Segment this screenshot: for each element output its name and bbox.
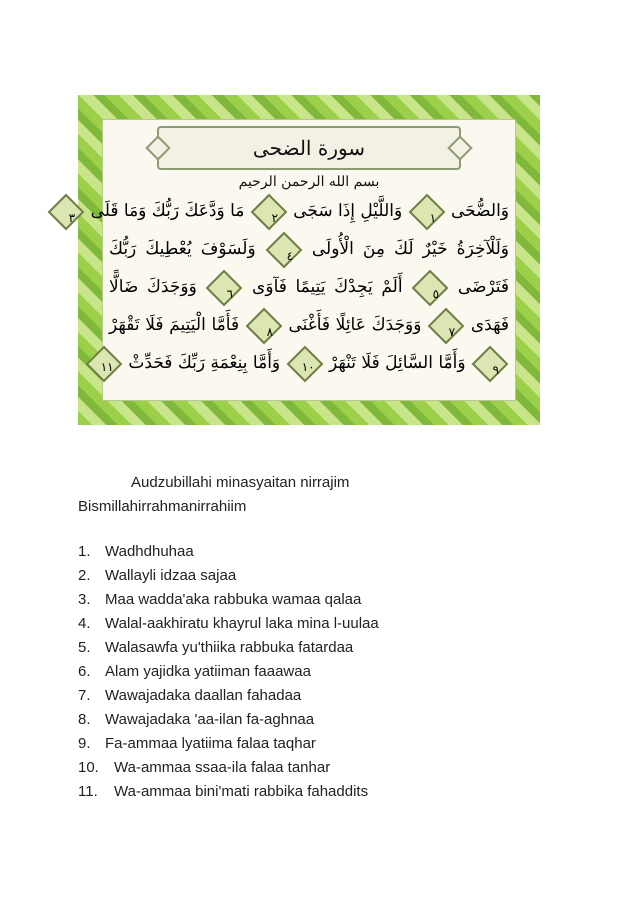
ayah-marker: ٣ bbox=[48, 193, 85, 230]
verse-number: 3. bbox=[78, 591, 91, 608]
list-item bbox=[78, 564, 379, 588]
verse-text: Fa-ammaa lyatiima falaa taqhar bbox=[105, 735, 316, 752]
arabic-line-2 bbox=[109, 232, 509, 266]
verse-text: Wa-ammaa bini'mati rabbika fahaddits bbox=[114, 783, 369, 800]
verse-text: Walal-aakhiratu khayrul laka mina l-uulaa bbox=[105, 615, 379, 632]
basmala-latin: Bismillahirrahmanirrahiim bbox=[78, 498, 247, 515]
verse-number: 4. bbox=[78, 615, 91, 632]
arabic-line-1 bbox=[68, 194, 509, 228]
list-item bbox=[78, 732, 379, 756]
ayah-marker: ١١ bbox=[86, 345, 123, 382]
arabic-text: وَلَسَوْفَ يُعْطِيكَ رَبُّكَ bbox=[109, 239, 256, 259]
list-item bbox=[78, 708, 379, 732]
ayah-marker: ٢ bbox=[250, 193, 287, 230]
arabic-text: وَلَلْآخِرَةُ خَيْرٌ لَكَ مِنَ الْأُولَى bbox=[311, 239, 510, 259]
verse-text: Wawajadaka daallan fahadaa bbox=[105, 687, 302, 704]
verse-number: 11. bbox=[78, 783, 98, 800]
transliteration-list bbox=[78, 540, 379, 804]
arabic-text: وَالضُّحَى bbox=[451, 201, 509, 221]
verse-number: 10. bbox=[78, 759, 99, 776]
list-item bbox=[78, 612, 379, 636]
arabic-text: فَتَرْضَى bbox=[457, 277, 510, 297]
arabic-line-4 bbox=[109, 308, 509, 342]
audzu-text: Audzubillahi minasyaitan nirrajim bbox=[131, 474, 350, 491]
arabic-text: وَوَجَدَكَ عَائِلًا فَأَغْنَى bbox=[288, 315, 422, 335]
list-item bbox=[78, 636, 379, 660]
verse-number: 1. bbox=[78, 543, 91, 560]
surah-title-cartouche bbox=[157, 126, 461, 170]
verse-text: Wawajadaka 'aa-ilan fa-aghnaa bbox=[105, 711, 315, 728]
list-item bbox=[78, 588, 379, 612]
basmala-arabic: بسم الله الرحمن الرحيم bbox=[238, 174, 380, 190]
list-item bbox=[78, 660, 379, 684]
verse-number: 9. bbox=[78, 735, 91, 752]
arabic-text: وَاللَّيْلِ إِذَا سَجَى bbox=[293, 201, 403, 221]
surah-title: سورة الضحى bbox=[252, 136, 366, 160]
verse-text: Wa-ammaa ssaa-ila falaa tanhar bbox=[114, 759, 331, 776]
arabic-line-5 bbox=[100, 346, 509, 380]
ayah-marker: ٥ bbox=[412, 269, 449, 306]
list-item bbox=[78, 540, 379, 564]
ayah-marker: ٧ bbox=[428, 307, 465, 344]
ayah-marker: ٩ bbox=[472, 345, 509, 382]
list-item bbox=[78, 684, 379, 708]
list-item bbox=[78, 756, 379, 780]
verse-number: 6. bbox=[78, 663, 91, 680]
verse-text: Wadhdhuhaa bbox=[105, 543, 194, 560]
list-item bbox=[78, 780, 379, 804]
verse-number: 2. bbox=[78, 567, 91, 584]
ayah-marker: ١ bbox=[408, 193, 445, 230]
arabic-text: فَأَمَّا الْيَتِيمَ فَلَا تَقْهَرْ bbox=[109, 315, 240, 335]
ayah-marker: ١٠ bbox=[286, 345, 323, 382]
arabic-text: مَا وَدَّعَكَ رَبُّكَ وَمَا قَلَى bbox=[90, 201, 245, 221]
arabic-text: وَوَجَدَكَ ضَالًّا bbox=[109, 277, 197, 297]
verse-text: Wallayli idzaa sajaa bbox=[105, 567, 237, 584]
calligraphy-panel bbox=[68, 119, 516, 401]
verse-text: Walasawfa yu'thiika rabbuka fatardaa bbox=[105, 639, 354, 656]
ayah-marker: ٨ bbox=[245, 307, 282, 344]
ayah-marker: ٤ bbox=[265, 231, 302, 268]
verse-number: 5. bbox=[78, 639, 91, 656]
ayah-marker: ٦ bbox=[206, 269, 243, 306]
verse-text: Maa wadda'aka rabbuka wamaa qalaa bbox=[105, 591, 362, 608]
arabic-line-3 bbox=[109, 270, 509, 304]
arabic-text: أَلَمْ يَجِدْكَ يَتِيمًا فَآوَى bbox=[252, 277, 403, 297]
arabic-text: وَأَمَّا بِنِعْمَةِ رَبِّكَ فَحَدِّثْ bbox=[128, 353, 281, 373]
verse-number: 8. bbox=[78, 711, 91, 728]
arabic-text: وَأَمَّا السَّائِلَ فَلَا تَنْهَرْ bbox=[328, 353, 466, 373]
arabic-text: فَهَدَى bbox=[470, 315, 510, 335]
verse-number: 7. bbox=[78, 687, 91, 704]
verse-text: Alam yajidka yatiiman faaawaa bbox=[105, 663, 311, 680]
surah-ad-duha-image bbox=[68, 95, 540, 425]
